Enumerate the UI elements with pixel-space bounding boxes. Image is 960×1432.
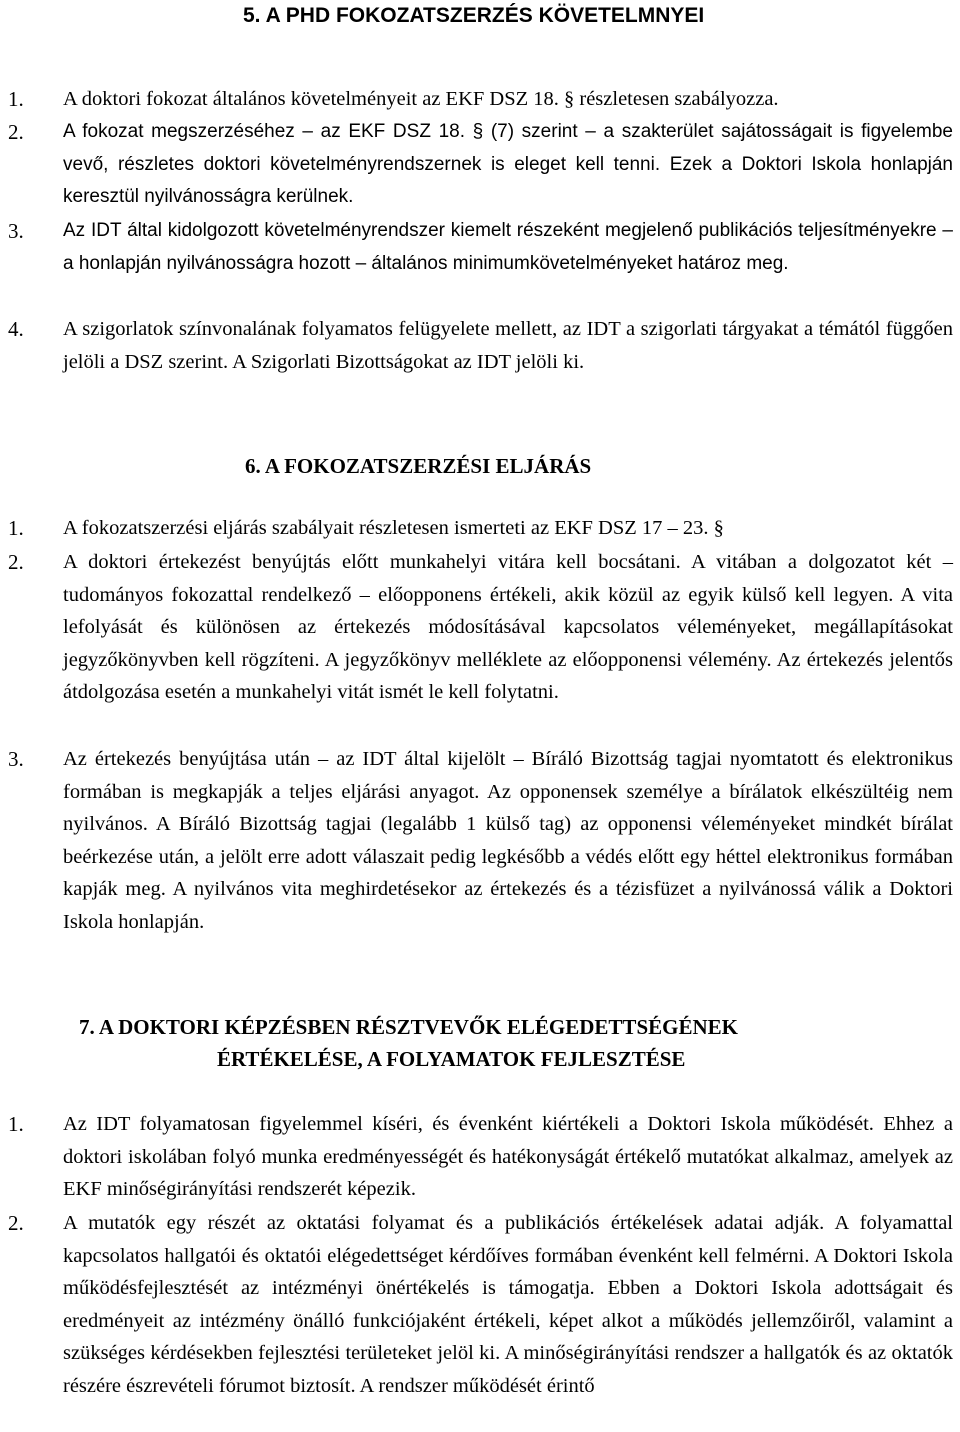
item-number: 4.: [8, 317, 24, 341]
item-number: 1.: [8, 87, 24, 111]
item-number: 1.: [8, 1112, 24, 1136]
section-6-title: 6. A FOKOZATSZERZÉSI ELJÁRÁS: [245, 454, 592, 478]
item-number: 1.: [8, 516, 24, 540]
item-text: A doktori értekezést benyújtás előtt munkahelyi vitára kell bocsátani. A vitában a dolgozatot két – tudományos fokozattal rendelkező – előopponens értékeli, akik közül az egyik külső kell legyen. A vita lefolyását és különösen az értekezés módosításával kapcsolatos véleményeket, megállapításokat jegyzőkönyvben kell rögzíteni. A jegyzőkönyv melléklete az előopponensi vélemény. Az értekezés jelentős átdolgozása esetén a munkahelyi vitát ismét le kell folytatni.: [63, 551, 953, 704]
item-text: A mutatók egy részét az oktatási folyamat és a publikációs értékelések adatai adják. A folyamattal kapcsolatos hallgatói és oktatói elégedettséget kérdőíves formában évenként kell felmérni. A Doktori Iskola működésfejlesztését az intézményi önértékelés is támogatja. Ebben a Doktori Iskola adottságait és eredményeit az intézmény önálló funkciójaként értékeli, képet alkot a működés jellemzőiről, valamint a szükséges kérdésekben fejlesztési területeket jelöl ki. A minőségirányítási rendszer a hallgatók és az oktatók részére észrevételi fórumot biztosít. A rendszer működését érintő: [63, 1212, 953, 1397]
item-number: 2.: [8, 120, 24, 144]
item-text: A szigorlatok színvonalának folyamatos felügyelete mellett, az IDT a szigorlati tárgyakat a témától függően jelöli a DSZ szerint. A Szigorlati Bizottságokat az IDT jelöli ki.: [63, 318, 953, 373]
section-7-title-line-1: 7. A DOKTORI KÉPZÉSBEN RÉSZTVEVŐK ELÉGEDETTSÉGÉNEK: [79, 1015, 738, 1039]
item-text: Az IDT által kidolgozott követelményrendszer kiemelt részeként megjelenő publikációs teljesítményekre – a honlapján nyilvánosságra hozott – általános minimumkövetelményeket határoz meg.: [63, 220, 953, 274]
item-text: Az IDT folyamatosan figyelemmel kíséri, és évenként kiértékeli a Doktori Iskola működését. Ehhez a doktori iskolában folyó munka eredményességét és hatékonyságát értékelő mutatókat alkalmaz, amelyek az EKF minőségirányítási rendszerét képezik.: [63, 1113, 953, 1201]
item-text: A doktori fokozat általános követelményeit az EKF DSZ 18. § részletesen szabályozza.: [63, 88, 779, 110]
item-number: 3.: [8, 219, 24, 243]
item-number: 2.: [8, 1211, 24, 1235]
item-text: Az értekezés benyújtása után – az IDT által kijelölt – Bíráló Bizottság tagjai nyomtatott és elektronikus formában is megkapják a teljes eljárási anyagot. Az opponensek személye a bírálatok elkészültéig nem nyilvános. A Bíráló Bizottság tagjai (legalább 1 külső tag) az opponensi véleményeket mindkét bírálat beérkezése után, a jelölt erre adott válaszait pedig legkésőbb a védés előtt egy héttel elektronikus formában kapják meg. A nyilvános vita meghirdetésekor az értekezés és a tézisfüzet a nyilvánossá válik a Doktori Iskola honlapján.: [63, 748, 953, 933]
item-text: A fokozatszerzési eljárás szabályait részletesen ismerteti az EKF DSZ 17 – 23. §: [63, 517, 724, 539]
section-7-title-line-2: ÉRTÉKELÉSE, A FOLYAMATOK FEJLESZTÉSE: [217, 1047, 686, 1071]
item-number: 3.: [8, 747, 24, 771]
item-text: A fokozat megszerzéséhez – az EKF DSZ 18. § (7) szerint – a szakterület sajátosságait is figyelembe vevő, részletes doktori követelményrendszernek is eleget kell tenni. Ezek a Doktori Iskola honlapján keresztül nyilvánosságra kerülnek.: [63, 121, 953, 208]
section-5-title: 5. A PHD FOKOZATSZERZÉS KÖVETELMNYEI: [243, 4, 705, 27]
item-number: 2.: [8, 550, 24, 574]
